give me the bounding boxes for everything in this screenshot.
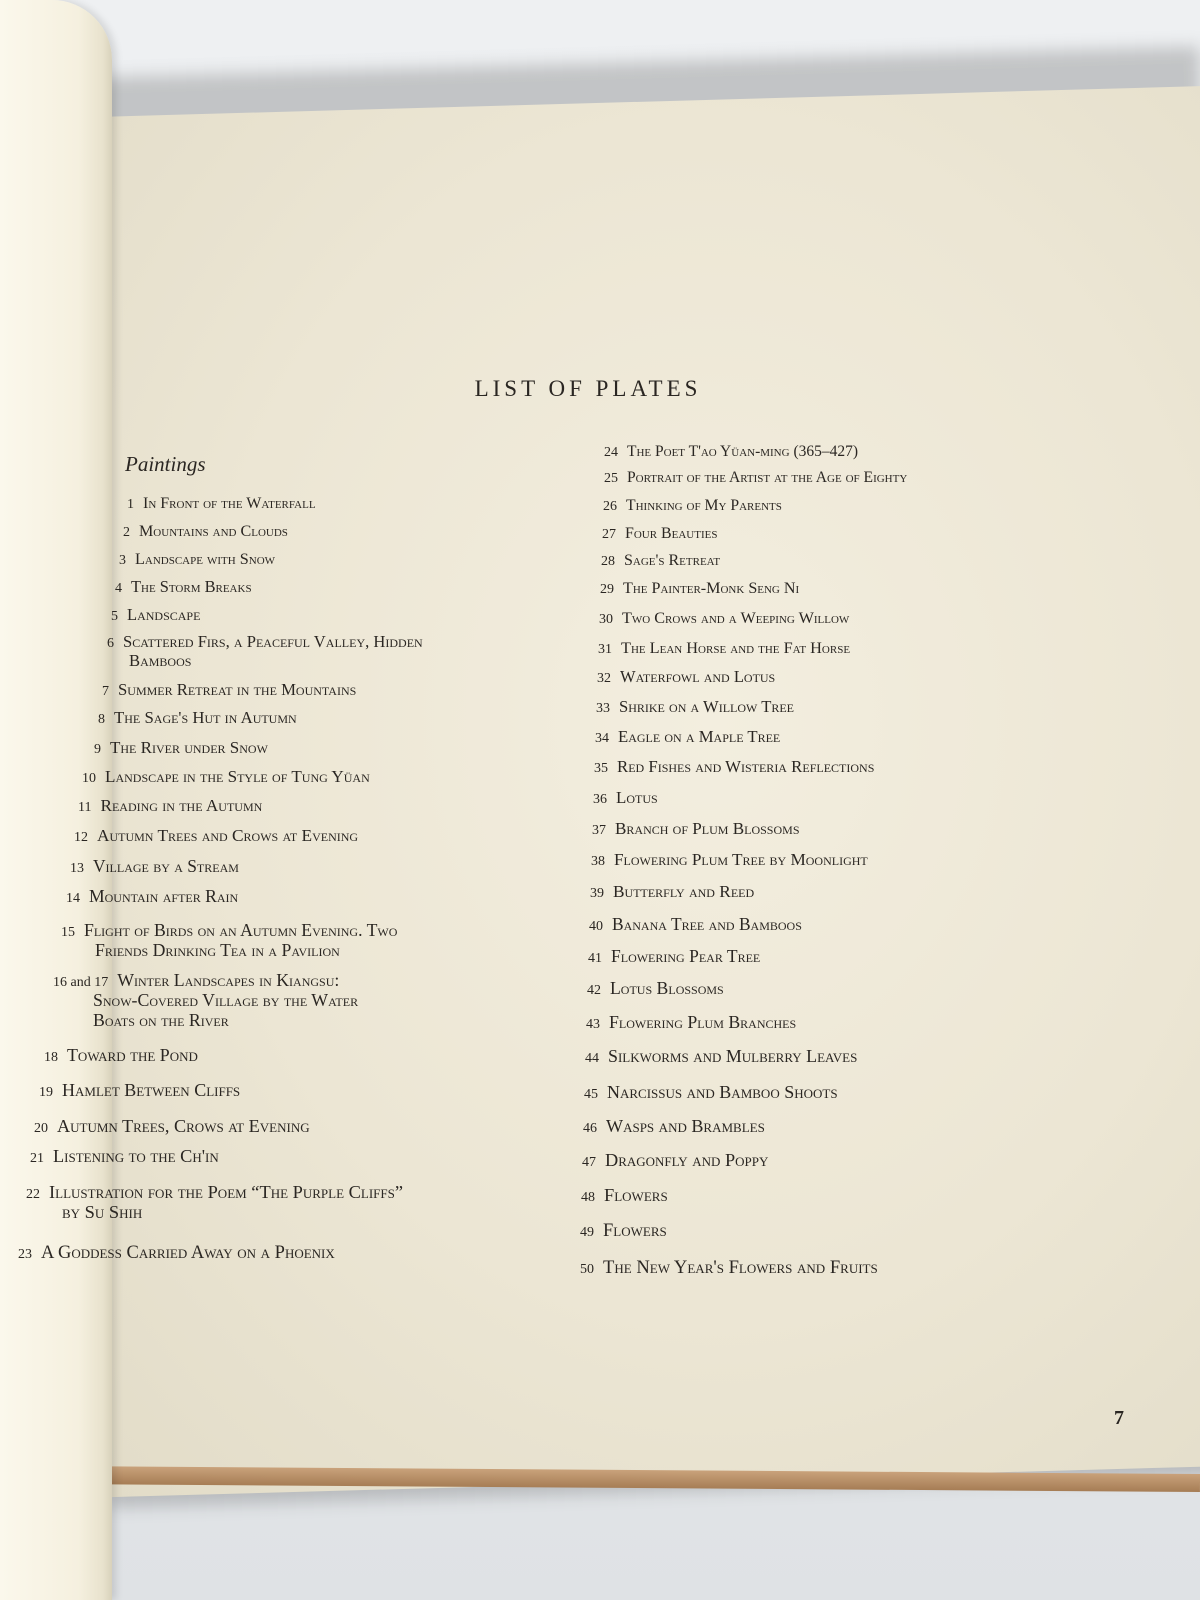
plate-entry — [604, 469, 907, 487]
plate-entry — [98, 708, 297, 728]
plate-title: Landscape — [127, 605, 201, 624]
plate-title: The Lean Horse and the Fat Horse — [621, 638, 851, 657]
plate-title: Thinking of My Parents — [626, 497, 782, 514]
plate-title: Two Crows and a Weeping Willow — [622, 609, 850, 627]
plate-title: Flowering Plum Tree by Moonlight — [614, 850, 868, 869]
plate-title-continued: Bamboos — [129, 651, 192, 670]
plate-entry — [115, 577, 252, 597]
plate-number: 22 — [26, 1187, 40, 1202]
plate-number: 46 — [583, 1121, 597, 1136]
plate-number: 12 — [74, 830, 88, 845]
plate-entry — [580, 1221, 667, 1242]
plate-title: Mountain after Rain — [89, 886, 239, 906]
plate-entry — [584, 1082, 838, 1103]
plate-entry — [53, 970, 358, 1031]
plate-number: 15 — [61, 925, 75, 940]
page-number: 7 — [1114, 1407, 1124, 1429]
plate-title: Reading in the Autumn — [100, 796, 263, 815]
plate-title: Branch of Plum Blossoms — [615, 819, 800, 838]
plate-title: Silkworms and Mulberry Leaves — [608, 1046, 858, 1066]
plate-title: Butterfly and Reed — [613, 882, 755, 901]
plate-number: 36 — [593, 792, 607, 807]
plate-number: 16 and 17 — [53, 975, 109, 990]
plate-number: 19 — [39, 1085, 53, 1100]
plate-number: 20 — [34, 1121, 48, 1136]
plate-title: Flowers — [604, 1185, 668, 1205]
plate-number: 21 — [30, 1151, 44, 1166]
plate-title: Flight of Birds on an Autumn Evening. Two — [84, 920, 398, 940]
plate-entry — [602, 525, 717, 543]
plate-entry — [18, 1243, 335, 1264]
plate-title: Landscape with Snow — [135, 550, 276, 568]
plate-number: 33 — [596, 701, 610, 716]
plate-number: 42 — [587, 983, 601, 998]
plate-title: The New Year's Flowers and Fruits — [603, 1257, 878, 1278]
plate-entry — [119, 550, 275, 569]
plate-entry — [596, 697, 794, 717]
plate-entry — [589, 914, 802, 935]
plate-title: Mountains and Clouds — [139, 523, 288, 540]
plate-number: 49 — [580, 1225, 594, 1240]
plate-title: Summer Retreat in the Mountains — [118, 680, 357, 699]
plate-number: 34 — [595, 731, 609, 746]
plate-entry — [593, 788, 658, 808]
plate-title: Lotus — [616, 788, 658, 807]
plate-title: Flowering Plum Branches — [609, 1012, 797, 1032]
plate-entry — [599, 609, 849, 628]
plate-entry — [82, 767, 370, 787]
plate-title: Lotus Blossoms — [610, 978, 724, 998]
plate-title: Waterfowl and Lotus — [620, 667, 776, 686]
plate-number: 24 — [604, 445, 618, 460]
plate-number: 6 — [107, 636, 114, 651]
plate-title: Listening to the Ch'in — [53, 1146, 219, 1166]
plate-entry — [78, 796, 262, 816]
plate-entry — [600, 580, 799, 598]
plate-number: 13 — [70, 861, 84, 876]
plate-entry — [581, 1185, 668, 1206]
plate-number: 38 — [591, 854, 605, 869]
plate-title: Portrait of the Artist at the Age of Eighty — [627, 469, 908, 486]
plate-title: Dragonfly and Poppy — [605, 1150, 769, 1170]
plate-number: 48 — [581, 1190, 595, 1205]
plate-entry — [592, 819, 800, 839]
plate-title: Red Fishes and Wisteria Reflections — [617, 757, 875, 776]
plate-number: 32 — [597, 671, 611, 686]
plate-number: 10 — [82, 771, 96, 786]
plate-entry — [30, 1146, 219, 1167]
plate-title: Autumn Trees and Crows at Evening — [97, 826, 359, 845]
plate-title: Toward the Pond — [67, 1045, 198, 1065]
plate-entry — [34, 1116, 310, 1137]
plate-number: 5 — [111, 609, 118, 624]
plate-number: 30 — [599, 612, 613, 627]
plate-number: 31 — [598, 642, 612, 657]
plate-title: Scattered Firs, a Peaceful Valley, Hidden — [123, 632, 423, 651]
plate-entry — [585, 1046, 857, 1067]
plate-entry — [591, 850, 868, 870]
plate-number: 14 — [66, 891, 80, 906]
plate-title: Narcissus and Bamboo Shoots — [607, 1082, 838, 1102]
plate-entry — [61, 920, 397, 961]
section-title: Paintings — [125, 452, 206, 476]
plate-entry — [580, 1257, 878, 1279]
plate-title: The Painter-Monk Seng Ni — [623, 580, 800, 597]
plate-title-continued: by Su Shih — [62, 1202, 143, 1222]
plate-title: Four Beauties — [625, 525, 718, 542]
plate-number: 44 — [585, 1051, 599, 1066]
plate-title: Hamlet Between Cliffs — [62, 1080, 241, 1100]
plate-entry — [26, 1182, 403, 1223]
plate-number: 37 — [592, 823, 606, 838]
plate-number: 43 — [586, 1017, 600, 1032]
plate-number: 18 — [44, 1050, 58, 1065]
plate-entry — [583, 1116, 765, 1137]
plate-title: Village by a Stream — [93, 856, 239, 876]
plate-number: 3 — [119, 553, 126, 568]
plate-number: 9 — [94, 742, 101, 757]
page-heading — [0, 376, 1200, 402]
plate-entry — [102, 680, 356, 700]
plate-title: A Goddess Carried Away on a Phoenix — [41, 1243, 335, 1263]
plate-number: 25 — [604, 471, 618, 486]
plate-title: Wasps and Brambles — [606, 1116, 765, 1136]
plate-title: Illustration for the Poem “The Purple Cliffs” — [49, 1182, 404, 1202]
plate-entry — [597, 667, 775, 687]
plate-entry — [123, 523, 288, 541]
plate-number: 45 — [584, 1087, 598, 1102]
plate-entry — [595, 727, 780, 747]
plate-number: 26 — [603, 499, 617, 514]
plate-title-continued: Friends Drinking Tea in a Pavilion — [95, 940, 340, 960]
plate-title: Sage's Retreat — [624, 552, 721, 569]
plate-number: 29 — [600, 582, 614, 597]
plate-title: Flowering Pear Tree — [611, 946, 761, 966]
plate-number: 47 — [582, 1155, 596, 1170]
plate-entry — [598, 638, 850, 658]
plate-number: 4 — [115, 581, 122, 596]
plate-entry — [604, 443, 858, 461]
plate-title: Eagle on a Maple Tree — [618, 727, 781, 746]
plate-title: Autumn Trees, Crows at Evening — [57, 1116, 310, 1136]
page-heading-text: LIST OF PLATES — [474, 376, 702, 401]
plate-entry — [582, 1150, 768, 1171]
plate-entry — [44, 1045, 198, 1066]
plate-title: Flowers — [603, 1221, 667, 1241]
plate-number: 2 — [123, 525, 130, 540]
plate-title: The Sage's Hut in Autumn — [114, 708, 297, 727]
plate-entry — [587, 978, 724, 999]
plate-entry — [70, 856, 239, 877]
plate-title: Banana Tree and Bamboos — [612, 914, 802, 934]
plate-number: 41 — [588, 951, 602, 966]
plate-entry — [594, 757, 874, 777]
plate-number: 11 — [78, 800, 92, 815]
plate-number: 50 — [580, 1262, 594, 1277]
plate-title: Landscape in the Style of Tung Yüan — [105, 767, 370, 786]
plate-title: The River under Snow — [110, 738, 268, 757]
plate-entry — [590, 882, 754, 902]
plate-entry — [74, 826, 358, 846]
plate-number: 8 — [98, 712, 105, 727]
plate-entry — [588, 946, 760, 967]
plate-number: 40 — [589, 919, 603, 934]
plate-entry — [107, 632, 423, 671]
plate-entry — [39, 1080, 240, 1101]
plate-number: 23 — [18, 1247, 32, 1262]
plate-entry — [66, 886, 238, 907]
plate-title-continued: Boats on the River — [93, 1010, 229, 1030]
plate-title: The Storm Breaks — [131, 577, 252, 596]
plate-entry — [603, 497, 782, 515]
plate-number: 27 — [602, 527, 616, 542]
plate-number: 35 — [594, 761, 608, 776]
plate-entry — [127, 495, 316, 513]
plate-entry — [601, 552, 720, 570]
plate-title: Shrike on a Willow Tree — [619, 697, 794, 716]
plate-title-continued: Snow-Covered Village by the Water — [93, 990, 359, 1010]
plate-number: 39 — [590, 886, 604, 901]
plate-number: 7 — [102, 684, 109, 699]
plate-title: The Poet T'ao Yüan-ming (365–427) — [627, 443, 859, 460]
plate-number: 1 — [127, 497, 134, 512]
plate-entry — [111, 605, 200, 625]
plate-entry — [586, 1012, 796, 1033]
plate-title: Winter Landscapes in Kiangsu: — [117, 970, 340, 990]
plate-title: In Front of the Waterfall — [143, 495, 316, 512]
plate-entry — [94, 738, 268, 758]
plate-number: 28 — [601, 554, 615, 569]
